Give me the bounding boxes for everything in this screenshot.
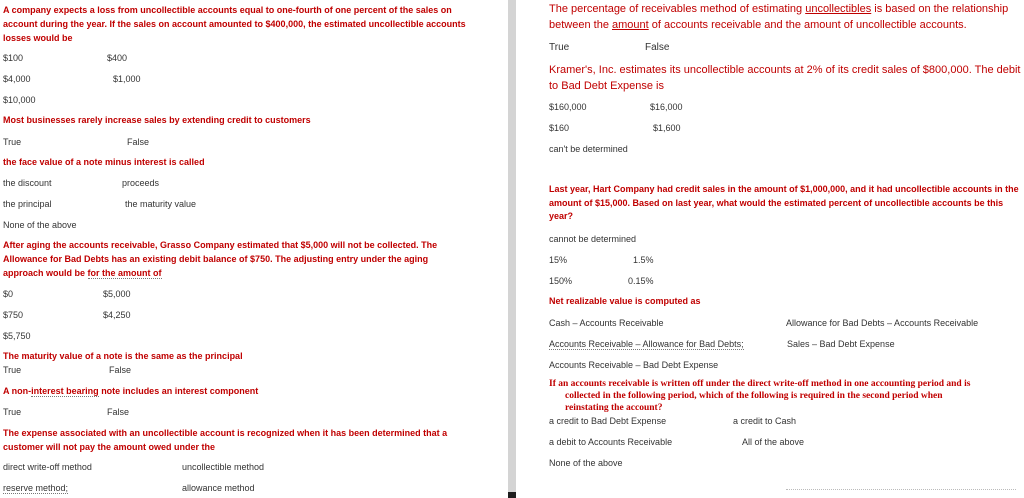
option-text: reserve method;	[3, 483, 69, 493]
question-text: is based on the relationship between the	[549, 3, 1009, 31]
option-1[interactable]: $160,000	[549, 102, 587, 112]
question-percentage-receivables	[549, 1, 1019, 33]
option-4[interactable]: $4,250	[103, 310, 131, 320]
option-1[interactable]: direct write-off method	[3, 462, 92, 472]
option-5[interactable]: None of the above	[3, 220, 77, 230]
option-2[interactable]: $5,000	[103, 289, 131, 299]
page-divider	[508, 0, 516, 498]
option-1[interactable]: the discount	[3, 178, 52, 188]
page-divider-edge	[508, 492, 516, 498]
option-2[interactable]: Allowance for Bad Debts – Accounts Receivable	[786, 318, 979, 328]
question-uncollectible-sales: A company expects a loss from uncollectible accounts equal to one-fourth of one percent of the sales on account during the year. If the sales on account amounted to $400,000, the estimated uncollectible accounts losses would be	[3, 5, 466, 43]
option-3[interactable]: $4,000	[3, 74, 31, 84]
option-4[interactable]: 150%	[549, 276, 573, 286]
option-true[interactable]: True	[3, 137, 22, 147]
option-4[interactable]: $1,600	[653, 123, 681, 133]
question-kramers-estimate: Kramer's, Inc. estimates its uncollectible accounts at 2% of its credit sales of $800,000. The debit to Bad Debt Expense is	[549, 64, 1021, 92]
option-3[interactable]: 1.5%	[633, 255, 654, 265]
option-text: Accounts Receivable – Allowance for Bad Debts;	[549, 339, 744, 349]
question-prefix: A non-	[3, 386, 32, 396]
option-false[interactable]: False	[127, 137, 150, 147]
option-2[interactable]: proceeds	[122, 178, 160, 188]
question-maturity-value: The maturity value of a note is the same as the principal	[3, 351, 243, 361]
question-text: After aging the accounts receivable, Grasso Company estimated that $5,000 will not be collected. The Allowance for Bad Debts has an existing debit balance of $750. The adjusting entry under the aging approach would be	[3, 240, 438, 278]
cutoff-line	[786, 489, 1016, 491]
option-1[interactable]: cannot be determined	[549, 234, 637, 244]
option-5[interactable]: $10,000	[3, 95, 36, 105]
option-3[interactable]: $750	[3, 310, 24, 320]
option-1[interactable]: a credit to Bad Debt Expense	[549, 416, 667, 426]
question-suffix: note includes an interest component	[98, 386, 259, 396]
option-true[interactable]: True	[549, 42, 570, 53]
option-3[interactable]: the principal	[3, 199, 52, 209]
option-4[interactable]: $1,000	[113, 74, 141, 84]
option-2[interactable]: 15%	[549, 255, 568, 265]
option-4[interactable]: allowance method	[182, 483, 255, 493]
underlined-word: uncollectibles	[805, 3, 872, 15]
question-direct-writeoff-line2: collected in the following period, which of the following is required in the second period when	[565, 391, 943, 401]
question-net-realizable: Net realizable value is computed as	[549, 296, 701, 306]
question-non-interest-note	[3, 384, 258, 398]
question-aging-receivables	[3, 238, 461, 280]
option-3[interactable]: a debit to Accounts Receivable	[549, 437, 673, 447]
option-5[interactable]: can't be determined	[549, 144, 628, 154]
option-4[interactable]: Sales – Bad Debt Expense	[787, 339, 895, 349]
question-direct-writeoff-line1: If an accounts receivable is written off under the direct write-off method in one accounting period and is	[549, 379, 971, 389]
question-text: The percentage of receivables method of estimating	[549, 3, 806, 15]
option-2[interactable]: $16,000	[650, 102, 683, 112]
option-5[interactable]: $5,750	[3, 331, 31, 341]
right-document-pane	[516, 0, 1024, 498]
option-false[interactable]: False	[645, 42, 670, 53]
option-false[interactable]: False	[107, 407, 130, 417]
question-hart-company: Last year, Hart Company had credit sales in the amount of $1,000,000, and it had uncollectible accounts in the amount of $15,000. Based on last year, what would the estimated percent of uncollectible accounts be this year?	[549, 184, 1019, 221]
option-4[interactable]: All of the above	[742, 437, 805, 447]
option-2[interactable]: a credit to Cash	[733, 416, 797, 426]
option-5[interactable]: 0.15%	[628, 276, 654, 286]
option-true[interactable]: True	[3, 365, 22, 375]
option-5[interactable]: None of the above	[549, 458, 623, 468]
option-3[interactable]	[3, 482, 68, 494]
option-1[interactable]: $0	[3, 289, 14, 299]
option-3[interactable]	[549, 338, 744, 350]
option-1[interactable]: $100	[3, 53, 24, 63]
option-3[interactable]: $160	[549, 123, 570, 133]
underlined-phrase: interest bearing	[31, 386, 99, 396]
underlined-phrase: for the amount of	[87, 268, 162, 278]
option-false[interactable]: False	[109, 365, 132, 375]
option-1[interactable]: Cash – Accounts Receivable	[549, 318, 664, 328]
question-direct-writeoff-line3: reinstating the account?	[565, 403, 663, 413]
option-5[interactable]: Accounts Receivable – Bad Debt Expense	[549, 360, 719, 370]
question-extending-credit: Most businesses rarely increase sales by extending credit to customers	[3, 115, 311, 125]
underlined-word: amount	[612, 19, 649, 31]
question-face-value: the face value of a note minus interest is called	[3, 157, 205, 167]
left-document-pane	[0, 0, 508, 498]
question-expense-recognition: The expense associated with an uncollectible account is recognized when it has been determined that a customer will not pay the amount owed under the	[3, 428, 448, 452]
question-text: of accounts receivable and the amount of uncollectible accounts.	[648, 19, 967, 31]
option-4[interactable]: the maturity value	[125, 199, 197, 209]
option-2[interactable]: uncollectible method	[182, 462, 265, 472]
option-true[interactable]: True	[3, 407, 22, 417]
option-2[interactable]: $400	[107, 53, 128, 63]
